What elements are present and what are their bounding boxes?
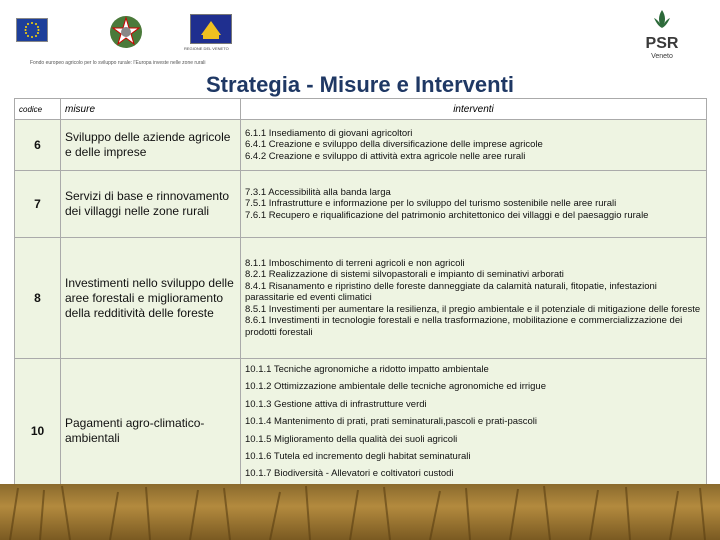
region-label: REGIONE DEL VENETO — [184, 46, 229, 51]
intervento-item: 10.1.4 Mantenimento di prati, prati seminaturali,pascoli e prati-pascoli — [245, 416, 538, 428]
row-code: 8 — [15, 238, 61, 359]
intervento-item: 7.3.1 Accessibilità alla banda larga — [245, 186, 391, 198]
row-code: 6 — [15, 120, 61, 171]
table-row — [15, 120, 707, 171]
row-misura: Pagamenti agro-climatico-ambientali — [61, 359, 241, 503]
eafrd-caption: Fondo europeo agricolo per lo sviluppo rurale: l'Europa investe nelle zone rurali — [30, 60, 206, 66]
row-interventi — [241, 120, 707, 171]
header-code: codice — [15, 99, 61, 120]
row-misura: Investimenti nello sviluppo delle aree forestali e miglioramento della redditività delle foreste — [61, 238, 241, 359]
italian-republic-emblem-icon — [108, 12, 144, 52]
eu-flag-icon — [16, 18, 48, 42]
intervento-item: 10.1.7 Biodiversità - Allevatori e coltivatori custodi — [245, 468, 454, 480]
psr-text: PSR — [645, 35, 679, 52]
intervento-item: 8.4.1 Risanamento e ripristino delle foreste danneggiate da calamità naturali, fitopatie, infestazioni parassitarie ed eventi climatici — [245, 280, 657, 304]
intervento-item: 8.1.1 Imboschimento di terreni agricoli e non agricoli — [245, 257, 465, 269]
intervento-item: 8.5.1 Investimenti per aumentare la resilienza, il pregio ambientale e il potenziale di mitigazione delle foreste — [245, 303, 701, 315]
table-row — [15, 171, 707, 238]
psr-sub-text: Veneto — [651, 53, 673, 60]
table-row — [15, 238, 707, 359]
veneto-region-logo — [190, 14, 232, 44]
intervento-item: 8.6.1 Investimenti in tecnologie forestali e nella trasformazione, mobilitazione e commercializzazione dei prodotti forestali — [245, 315, 683, 338]
header-logos — [0, 0, 720, 72]
row-misura: Servizi di base e rinnovamento dei villaggi nelle zone rurali — [61, 171, 241, 238]
intervento-item: 6.1.1 Insediamento di giovani agricoltori — [245, 127, 413, 139]
header-interventi: interventi — [241, 99, 707, 120]
wheat-field-footer-image — [0, 484, 720, 540]
intervento-item: 8.2.1 Realizzazione di sistemi silvopastorali e impianto di seminativi arborati — [245, 269, 564, 281]
intervento-item: 10.1.1 Tecniche agronomiche a ridotto impatto ambientale — [245, 364, 489, 375]
intervento-item: 10.1.3 Gestione attiva di infrastrutture verdi — [245, 398, 427, 410]
row-interventi — [241, 359, 707, 503]
intervento-item: 6.4.1 Creazione e sviluppo della diversificazione delle imprese agricole — [245, 139, 543, 151]
header-misure: misure — [61, 99, 241, 120]
psr-veneto-logo — [640, 6, 684, 66]
row-misura: Sviluppo delle aziende agricole e delle imprese — [61, 120, 241, 171]
intervento-item: 10.1.5 Miglioramento della qualità dei suoli agricoli — [245, 433, 458, 445]
row-interventi — [241, 238, 707, 359]
row-code: 7 — [15, 171, 61, 238]
measures-table — [14, 98, 706, 503]
intervento-item: 7.6.1 Recupero e riqualificazione del patrimonio architettonico dei villaggi e del paesaggio rurale — [245, 209, 649, 221]
row-interventi — [241, 171, 707, 238]
row-code: 10 — [15, 359, 61, 503]
intervento-item: 6.4.2 Creazione e sviluppo di attività extra agricole nelle aree rurali — [245, 150, 526, 162]
intervento-item: 7.5.1 Infrastrutture e informazione per lo sviluppo del turismo sostenibile nelle aree rurali — [245, 198, 617, 210]
intervento-item: 10.1.6 Tutela ed incremento degli habitat seminaturali — [245, 451, 471, 463]
page-title: Strategia - Misure e Interventi — [205, 72, 515, 97]
table-row — [15, 359, 707, 503]
intervento-item: 10.1.2 Ottimizzazione ambientale delle tecniche agronomiche ed irrigue — [245, 381, 547, 393]
table-header-row — [15, 99, 707, 120]
